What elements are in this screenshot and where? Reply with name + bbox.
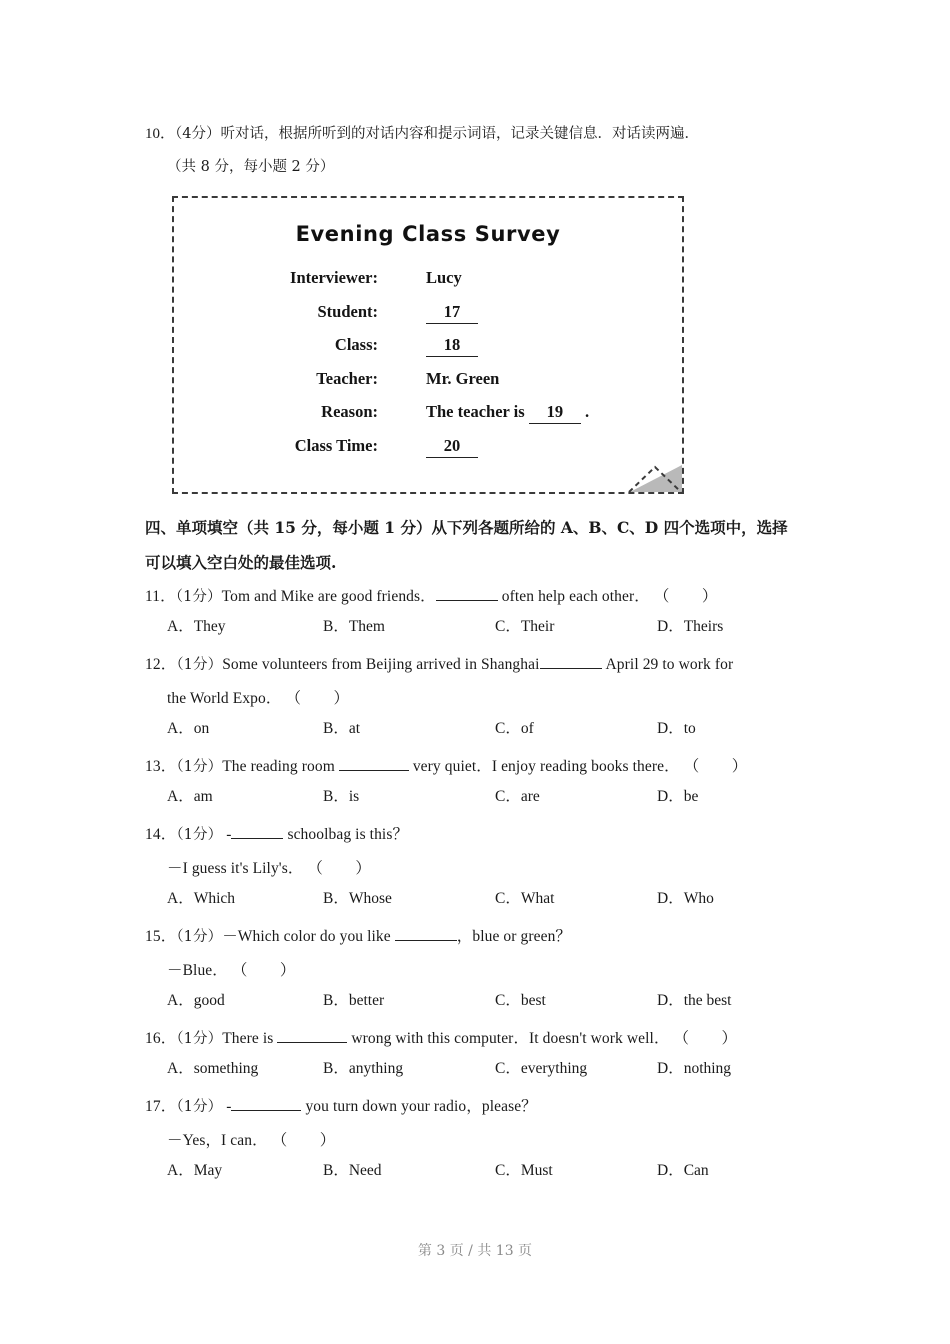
survey-row xyxy=(172,436,684,470)
question-14-options xyxy=(145,886,813,920)
question-14-reply-line xyxy=(145,852,813,886)
question-17-stem xyxy=(145,1090,813,1124)
question-14-dash: - xyxy=(226,826,232,843)
question-12-stem xyxy=(145,648,813,682)
question-15-answer-paren: （ ） xyxy=(231,962,296,979)
section-heading xyxy=(145,510,817,580)
option-d[interactable]: D．the best xyxy=(657,992,732,1009)
question-15-blank xyxy=(395,940,457,941)
evening-class-survey-figure xyxy=(172,196,684,494)
question-14-points: （1分） xyxy=(176,827,223,843)
option-b[interactable]: B．Need xyxy=(323,1162,382,1179)
page-footer xyxy=(0,1240,950,1260)
option-c[interactable]: C．everything xyxy=(495,1060,588,1077)
survey-row-value xyxy=(378,335,478,357)
question-17-options xyxy=(145,1158,813,1192)
question-13-blank xyxy=(339,770,409,771)
question-11-blank xyxy=(436,600,498,601)
option-c[interactable]: C．of xyxy=(495,720,534,737)
option-c[interactable]: C．best xyxy=(495,992,546,1009)
question-16-stem xyxy=(145,1022,813,1056)
option-a[interactable]: A．May xyxy=(167,1162,223,1179)
question-10-prompt: 听对话，根据所听到的对话内容和提示词语，记录关键信息．对话读两遍． xyxy=(220,126,699,142)
question-15-options xyxy=(145,988,813,1022)
question-16-number: 16． xyxy=(145,1030,177,1047)
option-b[interactable]: B．better xyxy=(323,992,385,1009)
question-12-answer-paren: （ ） xyxy=(285,690,350,707)
survey-title: Evening Class Survey xyxy=(295,222,561,246)
option-d[interactable]: D．to xyxy=(657,720,696,737)
question-12-blank xyxy=(540,668,602,669)
question-12-stem-after: April 29 to work for xyxy=(605,656,734,673)
question-14-number: 14． xyxy=(145,826,177,843)
question-11-stem-before: Tom and Mike are good friends． xyxy=(221,588,436,605)
survey-row-text: Mr. Green xyxy=(426,368,500,388)
question-11-options xyxy=(145,614,813,648)
question-11-stem xyxy=(145,580,813,614)
question-17-stem-after: you turn down your radio，please？ xyxy=(305,1098,537,1115)
survey-row xyxy=(172,402,684,436)
survey-row-label: Interviewer: xyxy=(290,268,378,287)
survey-row xyxy=(172,268,684,302)
question-17-reply: －Yes，I can． xyxy=(167,1132,268,1149)
question-16-answer-paren: （ ） xyxy=(673,1030,738,1047)
question-17-answer-paren: （ ） xyxy=(271,1132,336,1149)
question-14-blank xyxy=(231,838,283,839)
option-c[interactable]: C．Must xyxy=(495,1162,553,1179)
question-16-blank xyxy=(277,1042,347,1043)
survey-row-value xyxy=(378,268,462,288)
survey-blank-19: 19 xyxy=(529,402,581,424)
question-12-number: 12． xyxy=(145,656,177,673)
question-11-number: 11． xyxy=(145,588,176,605)
survey-row-value xyxy=(378,302,478,324)
option-d[interactable]: D．nothing xyxy=(657,1060,732,1077)
question-16-options xyxy=(145,1056,813,1090)
question-17-dash: - xyxy=(226,1098,232,1115)
option-a[interactable]: A．They xyxy=(167,618,226,635)
question-13-number: 13． xyxy=(145,758,177,775)
option-d[interactable]: D．be xyxy=(657,788,699,805)
option-d[interactable]: D．Theirs xyxy=(657,618,724,635)
question-16-stem-before: There is xyxy=(222,1030,274,1047)
page-number-label: 第 3 页 / 共 13 页 xyxy=(417,1243,533,1259)
option-a[interactable]: A．good xyxy=(167,992,225,1009)
option-d[interactable]: D．Who xyxy=(657,890,714,907)
question-13-stem-after: very quiet．I enjoy reading books there． xyxy=(412,758,680,775)
option-a[interactable]: A．something xyxy=(167,1060,259,1077)
question-15-stem-after: ，blue or green？ xyxy=(456,928,572,945)
question-17-blank xyxy=(231,1110,301,1111)
question-10-subnote: （共 8 分，每小题 2 分） xyxy=(167,159,335,175)
option-c[interactable]: C．are xyxy=(495,788,540,805)
question-15-number: 15． xyxy=(145,928,177,945)
question-14-stem-after: schoolbag is this？ xyxy=(287,826,409,843)
survey-row-suffix: . xyxy=(584,402,590,421)
question-16-stem-after: wrong with this computer．It doesn't work well． xyxy=(351,1030,670,1047)
question-14-stem xyxy=(145,818,813,852)
survey-blank-20: 20 xyxy=(426,436,478,458)
question-10-stem xyxy=(145,118,813,151)
option-b[interactable]: B．anything xyxy=(323,1060,404,1077)
survey-blank-17: 17 xyxy=(426,302,478,324)
question-13-stem xyxy=(145,750,813,784)
question-15-reply: －Blue． xyxy=(167,962,228,979)
question-14-reply: －I guess it's Lily's． xyxy=(167,860,304,877)
survey-row-label: Reason: xyxy=(321,402,378,421)
survey-row-label: Teacher: xyxy=(316,368,378,388)
question-15-stem-before: －Which color do you like xyxy=(222,928,391,945)
question-15-stem xyxy=(145,920,813,954)
survey-row xyxy=(172,335,684,369)
question-15-reply-line xyxy=(145,954,813,988)
survey-row-text: Lucy xyxy=(426,268,462,287)
option-c[interactable]: C．Their xyxy=(495,618,555,635)
survey-row-label: Class: xyxy=(334,335,378,354)
survey-row xyxy=(172,369,684,403)
question-12-stem-before: Some volunteers from Beijing arrived in Shanghai xyxy=(222,656,540,673)
question-17-reply-line xyxy=(145,1124,813,1158)
question-16-points: （1分） xyxy=(176,1031,223,1047)
survey-row-text: The teacher is xyxy=(426,402,525,421)
option-b[interactable]: B．is xyxy=(323,788,360,805)
survey-corner-fold-icon xyxy=(630,465,682,492)
survey-row-value xyxy=(378,402,589,424)
question-12-stem-continued: the World Expo． xyxy=(167,690,282,707)
question-13-points: （1分） xyxy=(176,759,223,775)
option-b[interactable]: B．at xyxy=(323,720,361,737)
option-a[interactable]: A．Which xyxy=(167,890,236,907)
option-b[interactable]: B．Whose xyxy=(323,890,392,907)
survey-row xyxy=(172,302,684,336)
question-17-number: 17． xyxy=(145,1098,177,1115)
question-10-number: 10． xyxy=(145,126,176,142)
question-10-points: （4分） xyxy=(175,126,221,142)
question-11-stem-after: often help each other． xyxy=(501,588,650,605)
question-11-answer-paren: （ ） xyxy=(653,588,718,605)
section-heading-line-2: 可以填入空白处的最佳选项. xyxy=(145,553,337,572)
question-17-points: （1分） xyxy=(176,1099,223,1115)
survey-row-value xyxy=(378,369,499,389)
question-13-stem-before: The reading room xyxy=(222,758,335,775)
section-heading-line-1: 四、单项填空（共 15 分，每小题 1 分）从下列各题所给的 A、B、C、D 四个选项中，选择 xyxy=(145,518,788,537)
question-11-points: （1分） xyxy=(175,589,222,605)
survey-blank-18: 18 xyxy=(426,335,478,357)
option-c[interactable]: C．What xyxy=(495,890,555,907)
question-12-points: （1分） xyxy=(176,657,223,673)
option-d[interactable]: D．Can xyxy=(657,1162,709,1179)
question-14-answer-paren: （ ） xyxy=(307,860,372,877)
survey-row-label: Class Time: xyxy=(294,435,378,455)
survey-row-label: Student: xyxy=(317,301,378,321)
survey-rows xyxy=(172,268,684,469)
question-15-points: （1分） xyxy=(176,929,223,945)
option-b[interactable]: B．Them xyxy=(323,618,385,635)
question-12-stem-line2 xyxy=(145,682,813,716)
question-13-options xyxy=(145,784,813,818)
page-content xyxy=(145,118,813,1192)
option-a[interactable]: A．on xyxy=(167,720,210,737)
option-a[interactable]: A．am xyxy=(167,788,213,805)
question-12-options xyxy=(145,716,813,750)
question-13-answer-paren: （ ） xyxy=(683,758,748,775)
question-10-subnote-line xyxy=(145,151,813,184)
survey-row-value xyxy=(378,436,478,458)
